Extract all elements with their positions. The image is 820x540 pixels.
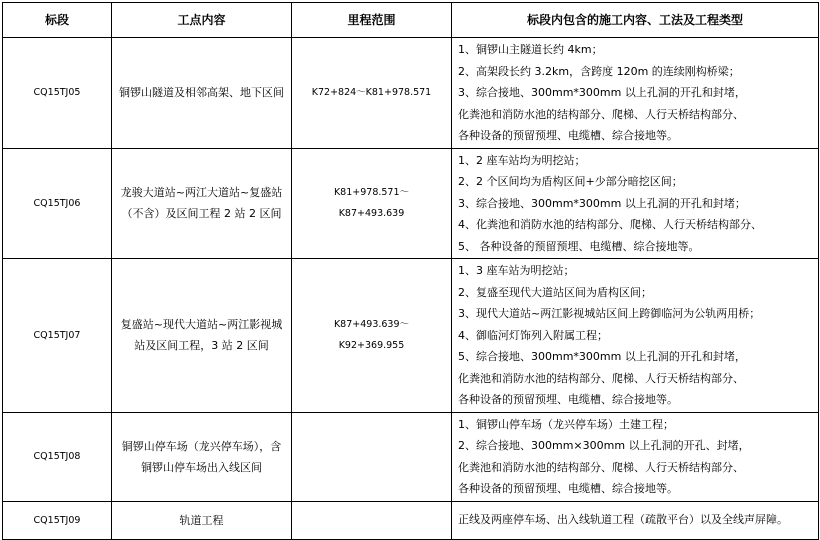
table-row	[3, 412, 819, 501]
header-range: 里程范围	[292, 3, 452, 38]
work-content	[452, 259, 819, 413]
work-content-line: 化粪池和消防水池的结构部分、爬梯、人行天桥结构部分、	[458, 371, 744, 385]
work-content	[452, 38, 819, 149]
work-content-line: 4、化粪池和消防水池的结构部分、爬梯、人行天桥结构部分、	[458, 218, 762, 231]
table-row	[3, 501, 819, 539]
work-content-line: 3、综合接地、300mm*300mm 以上孔洞的开孔和封堵，	[458, 86, 746, 99]
work-content-line: 4、御临河灯饰列入附属工程；	[458, 328, 608, 342]
work-content-line: 3、综合接地、300mm*300mm 以上孔洞的开孔和封堵；	[458, 196, 746, 210]
header-content: 标段内包含的施工内容、工法及工程类型	[452, 3, 819, 38]
work-content-line: 各种设备的预留预埋、电缆槽、综合接地等。	[458, 482, 678, 495]
work-content	[452, 148, 819, 259]
work-content-line: 2、复盛至现代大道站区间为盾构区间；	[458, 285, 652, 299]
site-content: 龙骏大道站~两江大道站~复盛站（不含）及区间工程 2 站 2 区间	[112, 148, 292, 259]
section-id: CQ15TJ08	[3, 412, 112, 501]
table-header-row	[3, 3, 819, 38]
site-content: 铜锣山隧道及相邻高架、地下区间	[112, 38, 292, 149]
work-content-line: 3、现代大道站~两江影视城站区间上跨御临河为公轨两用桥；	[458, 307, 761, 320]
work-content	[452, 412, 819, 501]
work-content-line: 5、 各种设备的预留预埋、电缆槽、综合接地等。	[458, 239, 700, 253]
mileage-range	[292, 38, 452, 149]
tender-section-table	[2, 2, 819, 540]
work-content-line: 化粪池和消防水池的结构部分、爬梯、人行天桥结构部分、	[458, 107, 744, 121]
site-content: 复盛站~现代大道站~两江影视城站及区间工程，3 站 2 区间	[112, 259, 292, 413]
work-content-line: 2、2 个区间均为盾构区间+少部分暗挖区间；	[458, 175, 683, 188]
mileage-range	[292, 259, 452, 413]
work-content-line: 正线及两座停车场、出入线轨道工程（疏散平台）以及全线声屏障。	[458, 513, 788, 527]
mileage-range	[292, 148, 452, 259]
work-content-line: 5、综合接地、300mm*300mm 以上孔洞的开孔和封堵，	[458, 350, 746, 363]
section-id: CQ15TJ06	[3, 148, 112, 259]
section-id: CQ15TJ05	[3, 38, 112, 149]
work-content-line: 1、铜锣山停车场（龙兴停车场）土建工程；	[458, 417, 674, 431]
work-content-line: 1、铜锣山主隧道长约 4km；	[458, 43, 603, 56]
work-content-line: 化粪池和消防水池的结构部分、爬梯、人行天桥结构部分、	[458, 460, 744, 474]
work-content-line: 1、3 座车站为明挖站；	[458, 264, 575, 277]
table-row	[3, 148, 819, 259]
table-row	[3, 259, 819, 413]
mileage-range-line: K72+824～K81+978.571	[311, 87, 432, 99]
work-content-line: 2、高架段长约 3.2km，含跨度 120m 的连续刚构桥梁；	[458, 64, 740, 78]
work-content-line: 各种设备的预留预埋、电缆槽、综合接地等。	[458, 129, 678, 142]
table-row	[3, 38, 819, 149]
work-content-line: 各种设备的预留预埋、电缆槽、综合接地等。	[458, 393, 678, 406]
mileage-range-line: K87+493.639	[338, 208, 405, 220]
mileage-range-line: K87+493.639～	[333, 319, 410, 331]
work-content-line: 2、综合接地、300mm×300mm 以上孔洞的开孔、封堵，	[458, 439, 750, 452]
site-content: 铜锣山停车场（龙兴停车场），含铜锣山停车场出入线区间	[112, 412, 292, 501]
section-id: CQ15TJ07	[3, 259, 112, 413]
mileage-range	[292, 501, 452, 539]
header-section: 标段	[3, 3, 112, 38]
mileage-range-line: K81+978.571～	[333, 187, 410, 199]
work-content-line: 1、2 座车站均为明挖站；	[458, 153, 586, 167]
section-id: CQ15TJ09	[3, 501, 112, 539]
mileage-range-line: K92+369.955	[338, 340, 405, 352]
work-content	[452, 501, 819, 539]
site-content: 轨道工程	[112, 501, 292, 539]
mileage-range	[292, 412, 452, 501]
header-site: 工点内容	[112, 3, 292, 38]
